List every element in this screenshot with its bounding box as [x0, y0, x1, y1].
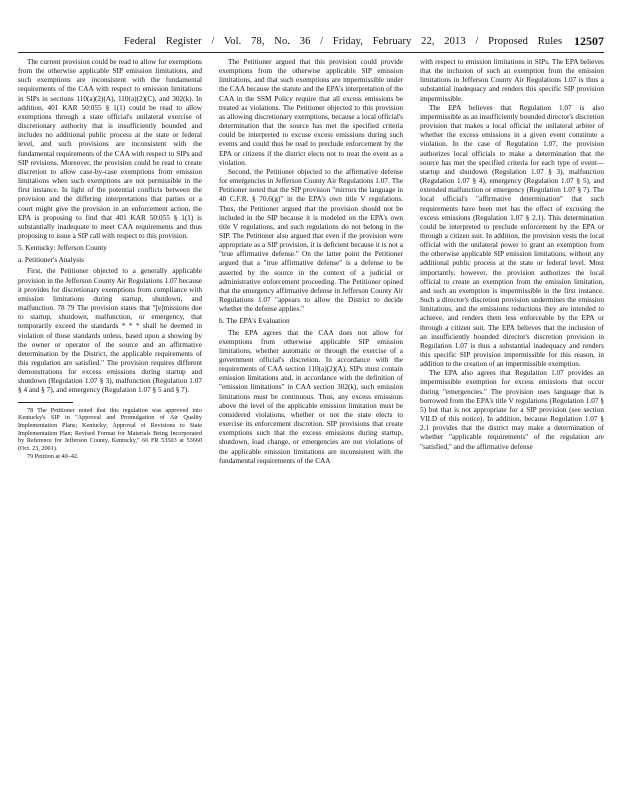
- footnote: 78 The Petitioner noted that this regulation was approved into Kentucky's SIP in "Approval and Promulgation of Air Quality Implementation Plans; Kentucky; Approval of Revisions to State Implementation Plan; Revised Format for Materials Being Incorporated by Reference for Jefferson County, Kentucky," 66 FR 53503 at 53660 (Oct. 23, 2001).: [18, 406, 202, 453]
- column-2: [219, 58, 403, 794]
- body-columns: [18, 58, 604, 794]
- footnote: 79 Petition at 40–42.: [27, 452, 79, 460]
- page-number: 12507: [574, 34, 604, 48]
- paragraph: First, the Petitioner objected to a generally applicable provision in the Jefferson County Air Regulations 1.07 because it provides for discretionary exemptions from compliance with emission limitations during startup, shutdown, and malfunction. 78 79 The provision states that "[e]missions due to startup, shutdown, malfunction, or emergency, that temporarily exceed the standards * * * shall be deemed in violation of those standards unless, based upon a showing by the owner or operator of the source and an affirmative determination by the District, the applicable requirements of this regulation are satisfied." The provision requires different demonstrations for excess emissions during startup and shutdown (Regulation 1.07 § 3), malfunction (Regulation 1.07 § 4 and § 7), and emergency (Regulation 1.07 § 5 and § 7).: [18, 267, 202, 395]
- paragraph: The Petitioner argued that this provision could provide exemptions from the otherwise applicable SIP emission limitations, and that such exemptions are impermissible under the CAA because the statute and the EPA's interpretation of the CAA in the SSM Policy require that all excess emissions be treated as violations. The Petitioner objected to this provision as allowing discretionary exemptions, because a local official's determination that the source has met the specified criteria could be interpreted to excuse excess emissions during such events and could thus be read to preclude enforcement by the EPA or citizens if the district elects not to treat the event as a violation.: [219, 58, 403, 167]
- column-1: [18, 58, 202, 794]
- header-rule: [18, 52, 604, 53]
- section-heading: 5. Kentucky: Jefferson County: [18, 244, 107, 253]
- column-3: [420, 58, 604, 794]
- paragraph: with respect to emission limitations in SIPs. The EPA believes that the inclusion of such an exemption from the emission limitations in Jefferson County Air Regulations 1.07 is thus a substantial inadequacy and renders this specific SIP provision impermissible.: [420, 58, 604, 103]
- page-header: [18, 34, 604, 52]
- running-header: Federal Register / Vol. 78, No. 36 / Friday, February 22, 2013 / Proposed Rules: [124, 36, 563, 47]
- paragraph: The EPA believes that Regulation 1.07 is also impermissible as an insufficiently bounded director's discretion provision that makes a local official the unilateral arbiter of whether the excess emissions in a given event constitute a violation. In the case of Regulation 1.07, the provision authorizes local officials to make a determination that the source has met the specified criteria for each type of event—startup and shutdown (Regulation 1.07 § 3), malfunction (Regulation 1.07 § 4), emergency (Regulation 1.07 § 5), and extended malfunction or emergency (Regulation 1.07 § 7). The local official's "affirmative determination" that such requirements have been met has the effect of excusing the excess emissions (Regulation 1.07 § 2.1). This determination could be interpreted to preclude enforcement by the EPA or through a citizen suit. In addition, the provision vests the local official with the unilateral power to grant an exemption from the otherwise applicable SIP emission limitations, without any additional public process at the state or federal level. Most importantly, however, the provision authorizes the local official to create an exemption from the emission limitation, and such an exemption is impermissible in the first instance. Such a director's discretion provision undermines the emission limitations, and the emissions reductions they are intended to achieve, and renders them less enforceable by the EPA or through a citizen suit. The EPA believes that the inclusion of an insufficiently bounded director's discretion provision in Regulation 1.07 is thus a substantial inadequacy and renders this specific SIP provision impermissible for this reason, in addition to the creation of an impermissible exemption.: [420, 103, 604, 369]
- paragraph: The EPA also agrees that Regulation 1.07 provides an impermissible exemption for excess emissions that occur during "emergencies." The provision uses language that is borrowed from the EPA's title V regulations (Regulation 1.07 § 5) but that is not appropriate for a SIP provision (see section VII.D of this notice). In addition, because Regulation 1.07 § 2.1 provides that the district may make a determination of whether "applicable requirements" of the regulation are "satisfied," and the affirmative defense: [420, 369, 604, 451]
- paragraph: The EPA agrees that the CAA does not allow for exemptions from otherwise applicable SIP emission limitations, whether automatic or through the exercise of a government official's discretion. In accordance with the requirements of CAA section 110(a)(2)(A), SIPs must contain emission limitations and, in accordance with the definition of "emission limitations" in CAA section 302(k), such emission limitations must be continuous. Thus, any excess emissions above the level of the applicable emission limitation must be considered violations, whether or not the state elects to exercise its enforcement discretion. SIP provisions that create exemptions such that the excess emissions during startup, shutdown, load change, or emergencies are not violations of the applicable emission limitations are inconsistent with the fundamental requirements of the CAA: [219, 328, 403, 465]
- footnote-rule: [18, 402, 73, 403]
- paragraph: Second, the Petitioner objected to the affirmative defense for emergencies in Jefferson County Air Regulations 1.07. The Petitioner noted that the SIP provision "mirrors the language in 40 C.F.R. § 70.6(g)" in the EPA's own title V regulations. Thus, the Petitioner argued that the provision should not be included in the SIP because it is modeled on the EPA's own title V regulations, and such regulations do not belong in the SIP. The Petitioner also argued that even if the provision were appropriate as a SIP provision, it is deficient because it is not a "true affirmative defense." On the latter point the Petitioner argued that a "true affirmative defense" is a defense to be asserted by the source in the context of a judicial or administrative enforcement proceeding. The Petitioner opined that the emergency affirmative defense in Jefferson County Air Regulations 1.07 "appears to allow the District to decide whether the defense applies.": [219, 167, 403, 314]
- subsection-heading: a. Petitioner's Analysis: [18, 256, 84, 265]
- subsection-heading: b. The EPA's Evaluation: [219, 317, 290, 326]
- paragraph: The current provision could be read to allow for exemptions from the otherwise applicable SIP emission limitations, and such exemptions are inconsistent with the fundamental requirements of the CAA with respect to emission limitations in SIPs in sections 110(a)(2)(A), 110(a)(2)(C), and 302(k). In addition, 401 KAR 50:055 § 1(1) could be read to allow exemptions through a state official's unilateral exercise of discretionary authority that is insufficiently bounded and includes no additional public process at the state or federal level, and such provisions are inconsistent with the fundamental requirements of the CAA with respect to SIPs and SIP revisions. Moreover, the provision could be read to create discretion to allow case-by-case exemptions from emission limitations when such exemptions are not permissible in the first instance. In light of the potential conflicts between the provision and the differing interpretations that parties or a court might give the provision in an enforcement action, the EPA is proposing to find that 401 KAR 50:055 § 1(1) is substantially inadequate to meet CAA requirements and thus proposing to issue a SIP call with respect to this provision.: [18, 58, 202, 240]
